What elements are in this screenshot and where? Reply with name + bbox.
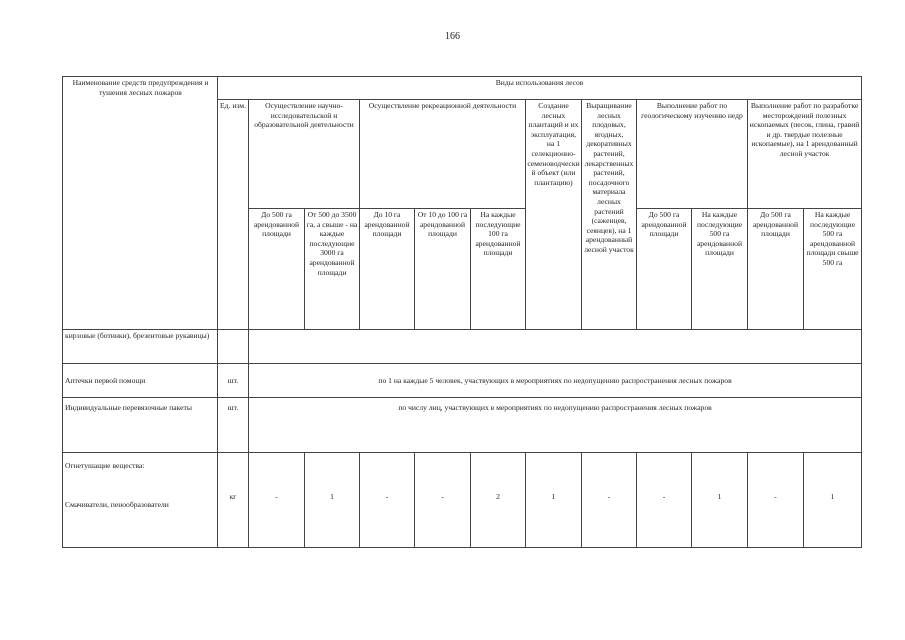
value-mining-up-to-500: - xyxy=(774,492,777,501)
value-cell xyxy=(471,453,526,548)
value-plantations: 1 xyxy=(551,492,556,501)
subcol-recreation-up-to-10: До 10 га арендованной площади xyxy=(360,209,415,330)
value-cell xyxy=(415,453,471,548)
header-types-of-use: Виды использования лесов xyxy=(218,77,862,100)
row-first-aid-name: Аптечки первой помощи xyxy=(63,364,218,398)
value-research-up-to-500: - xyxy=(275,492,278,501)
row-extinguishing-name-cell xyxy=(63,453,218,548)
value-recreation-each-100: 2 xyxy=(496,492,500,501)
row-extinguishing-subname: Смачиватели, пенообразователи xyxy=(65,499,169,509)
value-recreation-10-100: - xyxy=(441,492,444,501)
row-first-aid-unit: шт. xyxy=(218,364,249,398)
value-cell xyxy=(249,453,305,548)
value-cell xyxy=(582,453,637,548)
subcol-geology-up-to-500: До 500 га арендованной площади xyxy=(637,209,692,330)
value-geology-up-to-500: - xyxy=(662,492,666,501)
header-group-growing: Выращивание лесных плодовых, ягодных, декоративных растений, лекарственных растений, посадочного материала лесных растений (саженцев, сеянцев), на 1 арендованный лесной участок xyxy=(582,100,637,330)
subcol-recreation-10-100: От 10 до 100 га арендованной площади xyxy=(415,209,471,330)
subcol-research-up-to-500: До 500 га арендованной площади xyxy=(249,209,305,330)
row-boots-name: кирзовые (ботинки), брезентовые рукавицы) xyxy=(63,330,218,364)
subcol-geology-each-500: На каждые последующие 500 га арендованной площади xyxy=(692,209,748,330)
value-cell xyxy=(748,453,804,548)
row-boots-value xyxy=(249,330,862,364)
table-row-extinguishing xyxy=(63,453,862,548)
value-mining-each-500: 1 xyxy=(830,492,835,501)
subcol-mining-each-500: На каждые последующие 500 га арендованной площади свыше 500 га xyxy=(804,209,862,330)
table-row-first-aid xyxy=(63,364,862,398)
header-row-1 xyxy=(63,77,862,100)
value-cell xyxy=(692,453,748,548)
value-research-500-3500: 1 xyxy=(330,492,334,501)
value-growing: - xyxy=(607,492,611,501)
row-extinguishing-unit: кг xyxy=(229,492,237,501)
value-recreation-up-to-10: - xyxy=(385,492,389,501)
header-group-research: Осуществление научно-исследовательской и образовательной деятельности xyxy=(249,100,360,209)
value-cell xyxy=(526,453,582,548)
row-boots-unit xyxy=(218,330,249,364)
row-first-aid-value: по 1 на каждые 5 человек, участвующих в мероприятиях по недопущению распространения лесных пожаров xyxy=(249,364,862,398)
value-cell xyxy=(305,453,360,548)
value-cell xyxy=(360,453,415,548)
header-group-geology: Выполнение работ по геологическому изучению недр xyxy=(637,100,748,209)
header-name-cell xyxy=(63,77,218,330)
subcol-mining-up-to-500: До 500 га арендованной площади xyxy=(748,209,804,330)
subcol-research-500-3500: От 500 до 3500 га, а свыше - на каждые последующие 3000 га арендованной площади xyxy=(305,209,360,330)
row-dressing-unit: шт. xyxy=(218,398,249,453)
header-name-text: Наименование средств предупреждения и тушения лесных пожаров xyxy=(72,78,209,97)
value-geology-each-500: 1 xyxy=(717,492,722,501)
row-dressing-name: Индивидуальные перевязочные пакеты xyxy=(63,398,218,453)
header-unit: Ед. изм. xyxy=(218,100,249,330)
row-extinguishing-name: Огнетушащие вещества: xyxy=(65,461,145,470)
header-group-recreation: Осуществление рекреационной деятельности xyxy=(360,100,526,209)
value-cell xyxy=(637,453,692,548)
table-row-dressing xyxy=(63,398,862,453)
table-row-boots xyxy=(63,330,862,364)
header-group-plantations: Создание лесных плантаций и их эксплуатация, на 1 селекционно-семеноводческий объект (или плантацию) xyxy=(526,100,582,330)
value-cell xyxy=(804,453,862,548)
subcol-recreation-each-100: На каждые последующие 100 га арендованной площади xyxy=(471,209,526,330)
row-dressing-value: по числу лиц, участвующих в мероприятиях по недопущению распространения лесных пожаров xyxy=(249,398,862,453)
header-group-mining: Выполнение работ по разработке месторождений полезных ископаемых (песок, глина, гравий и др. твердые полезные ископаемые), на 1 арендованный лесной участок xyxy=(748,100,862,209)
fire-equipment-table xyxy=(62,76,862,548)
row-extinguishing-unit-cell xyxy=(218,453,249,548)
page-number: 166 xyxy=(445,31,460,42)
